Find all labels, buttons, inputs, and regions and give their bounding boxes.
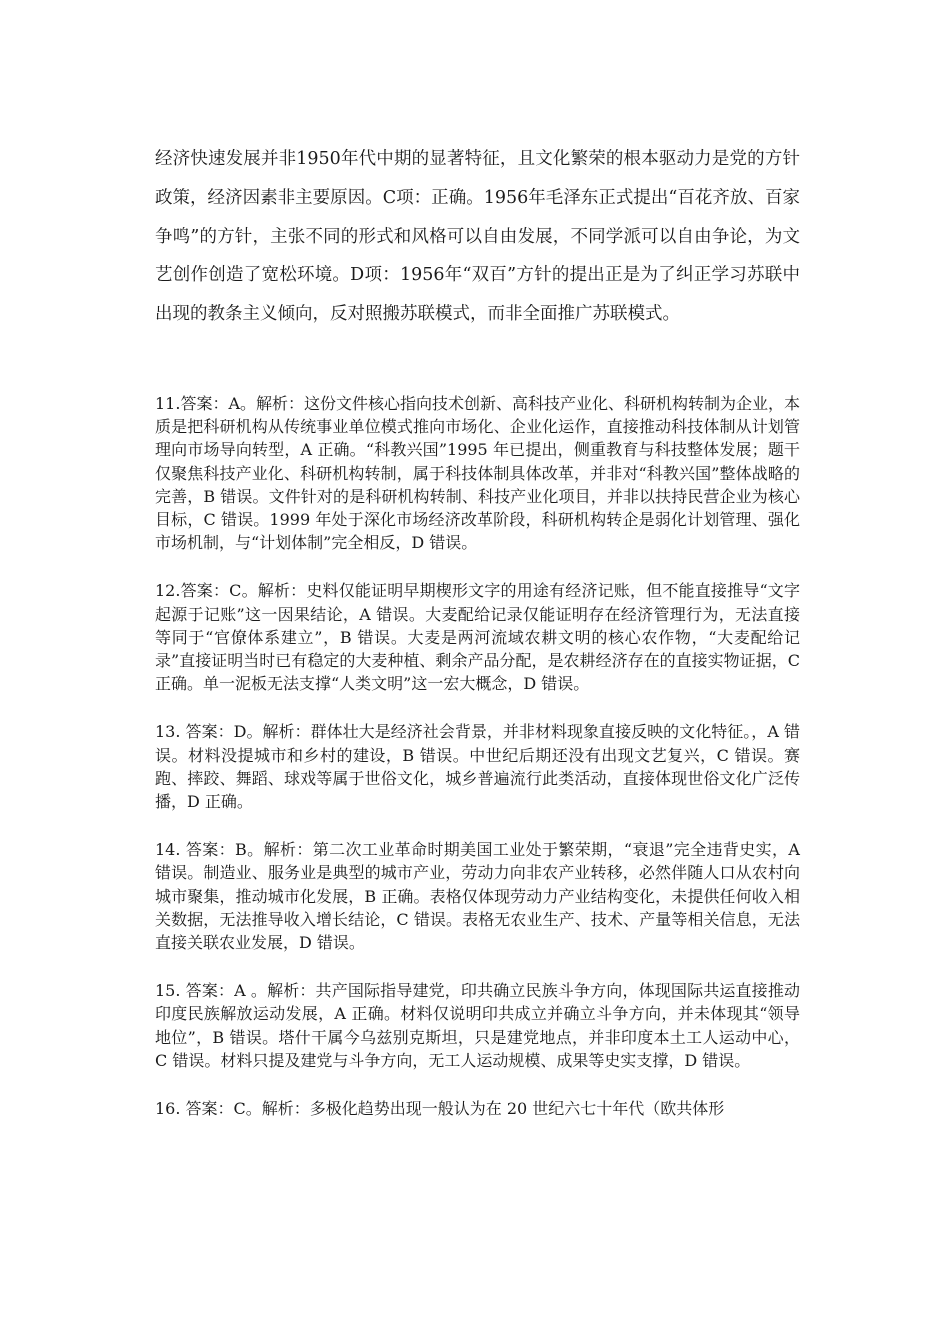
answer-list [155,392,800,1145]
answer-12: 12.答案：C。解析：史料仅能证明早期楔形文字的用途有经济记账，但不能直接推导“文字起源于记账”这一因果结论，A 错误。大麦配给记录仅能证明存在经济管理行为，无法直接等同于“官僚体系建立”，B 错误。大麦是两河流域农耕文明的核心农作物，“大麦配给记录”直接证明当时已有稳定的大麦种植、剩余产品分配，是农耕经济存在的直接实物证据，C 正确。单一泥板无法支撑“人类文明”这一宏大概念，D 错误。 [155,581,800,694]
answer-14: 14. 答案：B。解析：第二次工业革命时期美国工业处于繁荣期，“衰退”完全违背史实，A 错误。制造业、服务业是典型的城市产业，劳动力向非农产业转移，必然伴随人口从农村向城市聚集，推动城市化发展，B 正确。表格仅体现劳动力产业结构变化，未提供任何收入相关数据，无法推导收入增长结论，C 错误。表格无农业生产、技术、产量等相关信息，无法直接关联农业发展，D 错误。 [155,840,800,953]
answer-11: 11.答案：A。解析：这份文件核心指向技术创新、高科技产业化、科研机构转制为企业，本质是把科研机构从传统事业单位模式推向市场化、企业化运作，直接推动科技体制从计划管理向市场导向转型，A 正确。“科教兴国”1995 年已提出，侧重教育与科技整体发展；题干仅聚焦科技产业化、科研机构转制，属于科技体制具体改革，并非对“科教兴国”整体战略的完善，B 错误。文件针对的是科研机构转制、科技产业化项目，并非以扶持民营企业为核心目标，C 错误。1999 年处于深化市场经济改革阶段，科研机构转企是弱化计划管理、强化市场机制，与“计划体制”完全相反，D 错误。 [155,394,801,553]
answer-16: 16. 答案：C。解析：多极化趋势出现一般认为在 20 世纪六七十年代（欧共体形 [155,1099,725,1119]
answer-13: 13. 答案：D。解析：群体壮大是经济社会背景，并非材料现象直接反映的文化特征。，A 错误。材料没提城市和乡村的建设，B 错误。中世纪后期还没有出现文艺复兴，C 错误。赛跑、摔跤、舞蹈、球戏等属于世俗文化，城乡普遍流行此类活动，直接体现世俗文化广泛传播，D 正确。 [155,722,800,812]
intro-paragraph: 经济快速发展并非1950年代中期的显著特征，且文化繁荣的根本驱动力是党的方针政策，经济因素非主要原因。C项：正确。1956年毛泽东正式提出“百花齐放、百家争鸣”的方针，主张不同的形式和风格可以自由发展，不同学派可以自由争论，为文艺创作创造了宽松环境。D项：1956年“双百”方针的提出正是为了纠正学习苏联中出现的教条主义倾向，反对照搬苏联模式，而非全面推广苏联模式。 [155,149,800,325]
answer-15: 15. 答案：A 。解析：共产国际指导建党，印共确立民族斗争方向，体现国际共运直接推动印度民族解放运动发展，A 正确。材料仅说明印共成立并确立斗争方向，并未体现其“领导地位”，B 错误。塔什干属今乌兹别克斯坦，只是建党地点，并非印度本土工人运动中心，C 错误。材料只提及建党与斗争方向，无工人运动规模、成果等史实支撑，D 错误。 [155,981,800,1070]
